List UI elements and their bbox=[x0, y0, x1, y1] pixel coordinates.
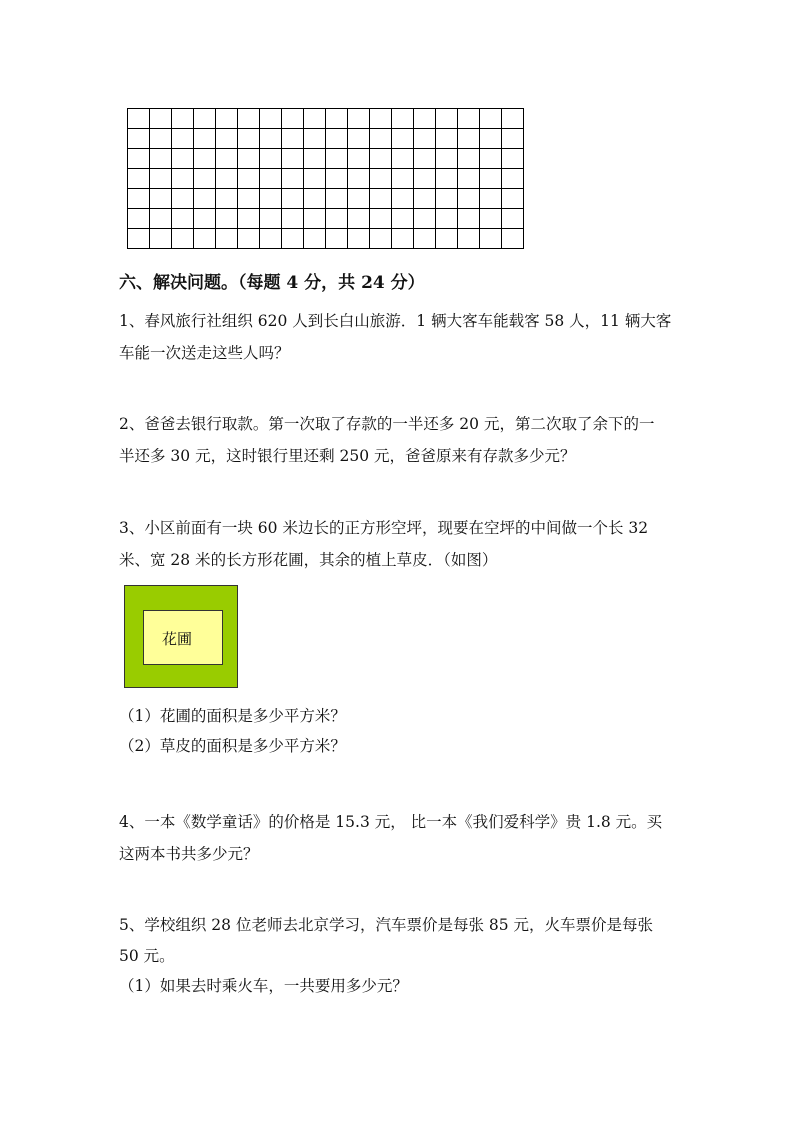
grid-cell bbox=[128, 109, 150, 129]
grid-row bbox=[128, 229, 524, 249]
grid-cell bbox=[348, 149, 370, 169]
grid-cell bbox=[326, 129, 348, 149]
problem-1-line-2: 车能一次送走这些人吗？ bbox=[119, 344, 290, 362]
grid-cell bbox=[128, 229, 150, 249]
garden-label: 花圃 bbox=[162, 630, 193, 648]
grid-cell bbox=[216, 129, 238, 149]
grid-cell bbox=[392, 169, 414, 189]
grid-cell bbox=[370, 149, 392, 169]
grid-cell bbox=[282, 209, 304, 229]
grid-cell bbox=[260, 169, 282, 189]
grid-cell bbox=[326, 169, 348, 189]
grid-row bbox=[128, 209, 524, 229]
grid-cell bbox=[414, 189, 436, 209]
grid-cell bbox=[304, 149, 326, 169]
grid-cell bbox=[480, 229, 502, 249]
grid-cell bbox=[172, 109, 194, 129]
grid-cell bbox=[370, 189, 392, 209]
grid-cell bbox=[502, 149, 524, 169]
grid-cell bbox=[172, 189, 194, 209]
grid-cell bbox=[348, 209, 370, 229]
problem-3-sub-2: （2）草皮的面积是多少平方米？ bbox=[119, 737, 346, 755]
grid-cell bbox=[194, 229, 216, 249]
grid-cell bbox=[216, 229, 238, 249]
grid-cell bbox=[150, 229, 172, 249]
grid-cell bbox=[326, 209, 348, 229]
grid-cell bbox=[370, 109, 392, 129]
grid-cell bbox=[458, 149, 480, 169]
grid-cell bbox=[480, 149, 502, 169]
grid-cell bbox=[304, 209, 326, 229]
grid-cell bbox=[480, 129, 502, 149]
grid-cell bbox=[436, 189, 458, 209]
grid-cell bbox=[304, 229, 326, 249]
grid-cell bbox=[282, 109, 304, 129]
grid-cell bbox=[238, 129, 260, 149]
grid-cell bbox=[458, 189, 480, 209]
grid-cell bbox=[458, 109, 480, 129]
grid-cell bbox=[458, 129, 480, 149]
problem-5-sub-1: （1）如果去时乘火车，一共要用多少元？ bbox=[119, 977, 408, 995]
grid-cell bbox=[260, 129, 282, 149]
grid-cell bbox=[458, 209, 480, 229]
grid-cell bbox=[304, 169, 326, 189]
grid-cell bbox=[282, 169, 304, 189]
grid-cell bbox=[260, 229, 282, 249]
grid-cell bbox=[436, 149, 458, 169]
grid-cell bbox=[348, 189, 370, 209]
grid-cell bbox=[458, 169, 480, 189]
grid-cell bbox=[370, 169, 392, 189]
grid-row bbox=[128, 109, 524, 129]
grid-cell bbox=[414, 149, 436, 169]
grid-cell bbox=[436, 129, 458, 149]
grid-cell bbox=[348, 169, 370, 189]
grid-cell bbox=[502, 209, 524, 229]
grid-cell bbox=[128, 209, 150, 229]
grid-cell bbox=[502, 109, 524, 129]
grid-cell bbox=[326, 189, 348, 209]
grid-cell bbox=[348, 129, 370, 149]
grid-cell bbox=[282, 149, 304, 169]
grid-cell bbox=[304, 109, 326, 129]
grid-cell bbox=[150, 149, 172, 169]
answer-grid bbox=[127, 108, 524, 249]
grid-cell bbox=[370, 129, 392, 149]
problem-2-line-2: 半还多 30 元，这时银行里还剩 250 元，爸爸原来有存款多少元？ bbox=[119, 447, 576, 465]
grid-cell bbox=[194, 109, 216, 129]
garden-rectangle bbox=[143, 610, 223, 665]
grid-cell bbox=[480, 169, 502, 189]
grid-cell bbox=[326, 109, 348, 129]
grid-cell bbox=[128, 189, 150, 209]
grid-cell bbox=[238, 209, 260, 229]
grid-cell bbox=[414, 129, 436, 149]
grid-cell bbox=[216, 109, 238, 129]
grid-row bbox=[128, 129, 524, 149]
grid-cell bbox=[480, 189, 502, 209]
problem-5-line-1: 5、学校组织 28 位老师去北京学习，汽车票价是每张 85 元，火车票价是每张 bbox=[119, 916, 654, 934]
grid-cell bbox=[260, 189, 282, 209]
grid-cell bbox=[480, 209, 502, 229]
grid-cell bbox=[282, 189, 304, 209]
grid-cell bbox=[238, 169, 260, 189]
grid-cell bbox=[194, 149, 216, 169]
problem-1-line-1: 1、春风旅行社组织 620 人到长白山旅游．1 辆大客车能载客 58 人，11 辆大客 bbox=[119, 312, 672, 330]
grid-cell bbox=[370, 229, 392, 249]
grid-cell bbox=[172, 229, 194, 249]
grid-cell bbox=[414, 209, 436, 229]
lawn-square-figure bbox=[124, 585, 238, 688]
problem-2-line-1: 2、爸爸去银行取款。第一次取了存款的一半还多 20 元，第二次取了余下的一 bbox=[119, 415, 655, 433]
grid-cell bbox=[502, 189, 524, 209]
grid-cell bbox=[502, 229, 524, 249]
grid-cell bbox=[414, 109, 436, 129]
grid-cell bbox=[458, 229, 480, 249]
grid-cell bbox=[238, 149, 260, 169]
grid-cell bbox=[392, 229, 414, 249]
grid-cell bbox=[304, 189, 326, 209]
grid-cell bbox=[480, 109, 502, 129]
grid-cell bbox=[392, 109, 414, 129]
grid-cell bbox=[150, 169, 172, 189]
grid-cell bbox=[128, 149, 150, 169]
grid-cell bbox=[414, 169, 436, 189]
grid-cell bbox=[172, 129, 194, 149]
problem-3-sub-1: （1）花圃的面积是多少平方米？ bbox=[119, 707, 346, 725]
grid-cell bbox=[128, 129, 150, 149]
grid-cell bbox=[370, 209, 392, 229]
grid-cell bbox=[436, 229, 458, 249]
grid-cell bbox=[194, 189, 216, 209]
grid-cell bbox=[238, 109, 260, 129]
problem-3-line-2: 米、宽 28 米的长方形花圃，其余的植上草皮．（如图） bbox=[119, 551, 498, 569]
grid-cell bbox=[216, 169, 238, 189]
problem-3-line-1: 3、小区前面有一块 60 米边长的正方形空坪，现要在空坪的中间做一个长 32 bbox=[119, 519, 649, 537]
grid-cell bbox=[436, 209, 458, 229]
grid-cell bbox=[216, 209, 238, 229]
grid-cell bbox=[216, 149, 238, 169]
grid-cell bbox=[282, 129, 304, 149]
grid-cell bbox=[238, 189, 260, 209]
grid-cell bbox=[392, 149, 414, 169]
problem-5-line-2: 50 元。 bbox=[119, 947, 175, 965]
grid-cell bbox=[172, 209, 194, 229]
grid-cell bbox=[150, 109, 172, 129]
grid-cell bbox=[194, 169, 216, 189]
grid-cell bbox=[348, 229, 370, 249]
grid-cell bbox=[194, 209, 216, 229]
grid-cell bbox=[436, 109, 458, 129]
grid-cell bbox=[502, 129, 524, 149]
grid-row bbox=[128, 149, 524, 169]
grid-cell bbox=[150, 209, 172, 229]
grid-cell bbox=[326, 149, 348, 169]
grid-cell bbox=[150, 129, 172, 149]
grid-cell bbox=[436, 169, 458, 189]
grid-cell bbox=[304, 129, 326, 149]
problem-4-line-1: 4、一本《数学童话》的价格是 15.3 元， 比一本《我们爱科学》贵 1.8 元。买 bbox=[119, 813, 663, 831]
grid-cell bbox=[260, 109, 282, 129]
grid-cell bbox=[392, 209, 414, 229]
grid-cell bbox=[260, 149, 282, 169]
grid-cell bbox=[502, 169, 524, 189]
grid-cell bbox=[392, 129, 414, 149]
grid-cell bbox=[348, 109, 370, 129]
section-heading: 六、解决问题。（每题 4 分，共 24 分） bbox=[119, 273, 425, 293]
grid-cell bbox=[172, 149, 194, 169]
grid-row bbox=[128, 169, 524, 189]
grid-cell bbox=[282, 229, 304, 249]
grid-cell bbox=[150, 189, 172, 209]
grid-cell bbox=[326, 229, 348, 249]
problem-4-line-2: 这两本书共多少元？ bbox=[119, 845, 259, 863]
grid-cell bbox=[216, 189, 238, 209]
grid-cell bbox=[392, 189, 414, 209]
grid-cell bbox=[260, 209, 282, 229]
grid-cell bbox=[414, 229, 436, 249]
grid-cell bbox=[128, 169, 150, 189]
grid-cell bbox=[238, 229, 260, 249]
grid-cell bbox=[194, 129, 216, 149]
grid-cell bbox=[172, 169, 194, 189]
grid-row bbox=[128, 189, 524, 209]
